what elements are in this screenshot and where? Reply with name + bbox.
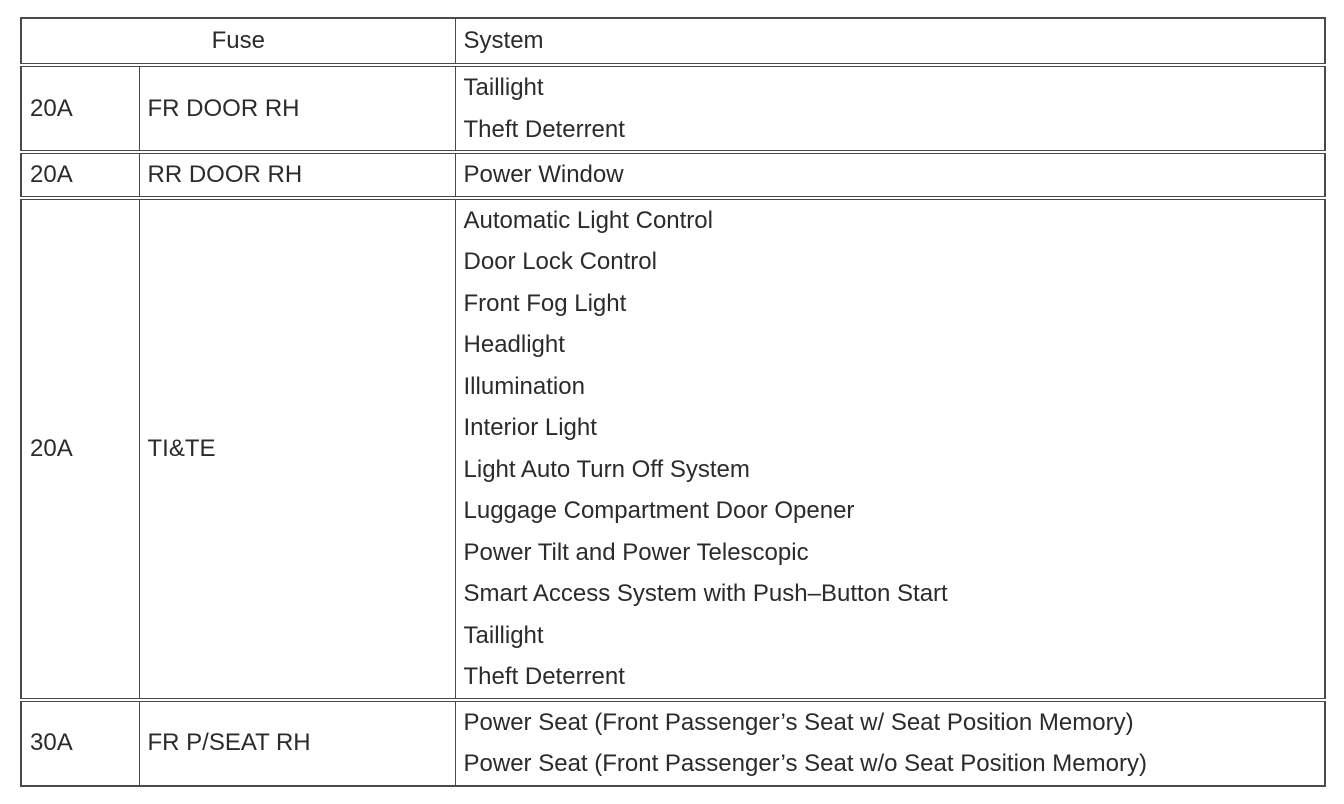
system-item: Light Auto Turn Off System: [463, 455, 750, 483]
fuse-table-container: [20, 17, 1324, 787]
fuse-amperage: 30A: [21, 700, 139, 786]
system-item: Power Tilt and Power Telescopic: [463, 538, 809, 566]
system-item: Illumination: [463, 372, 585, 400]
table-row: [21, 198, 1325, 700]
header-fuse: Fuse: [21, 18, 455, 65]
system-item: Headlight: [463, 331, 565, 358]
system-item: Taillight: [463, 74, 544, 101]
system-item: Smart Access System with Push–Button Start: [463, 580, 948, 607]
header-row: [21, 18, 1325, 65]
system-item: Theft Deterrent: [463, 115, 625, 143]
system-item: Power Window: [463, 161, 624, 188]
system-item: Door Lock Control: [463, 248, 657, 275]
table-row: [21, 65, 1325, 152]
fuse-name: RR DOOR RH: [139, 152, 455, 198]
table-row: [21, 700, 1325, 786]
system-item: Front Fog Light: [463, 289, 627, 317]
table-row: [21, 152, 1325, 198]
system-item: Power Seat (Front Passenger’s Seat w/ Seat Position Memory): [463, 708, 1134, 736]
system-list: [455, 198, 1325, 700]
fuse-name: TI&TE: [139, 198, 455, 700]
system-item: Luggage Compartment Door Opener: [463, 497, 855, 524]
fuse-amperage: 20A: [21, 65, 139, 152]
fuse-amperage: 20A: [21, 152, 139, 198]
system-item: Power Seat (Front Passenger’s Seat w/o Seat Position Memory): [463, 750, 1147, 777]
fuse-amperage: 20A: [21, 198, 139, 700]
system-item: Automatic Light Control: [463, 206, 713, 234]
system-list: [455, 65, 1325, 152]
fuse-name: FR P/SEAT RH: [139, 700, 455, 786]
system-list: [455, 700, 1325, 786]
header-system: System: [455, 18, 1325, 65]
system-item: Taillight: [463, 621, 544, 649]
system-item: Theft Deterrent: [463, 663, 625, 690]
system-item: Interior Light: [463, 414, 597, 441]
fuse-name: FR DOOR RH: [139, 65, 455, 152]
fuse-table: [20, 17, 1326, 787]
system-list: [455, 152, 1325, 198]
